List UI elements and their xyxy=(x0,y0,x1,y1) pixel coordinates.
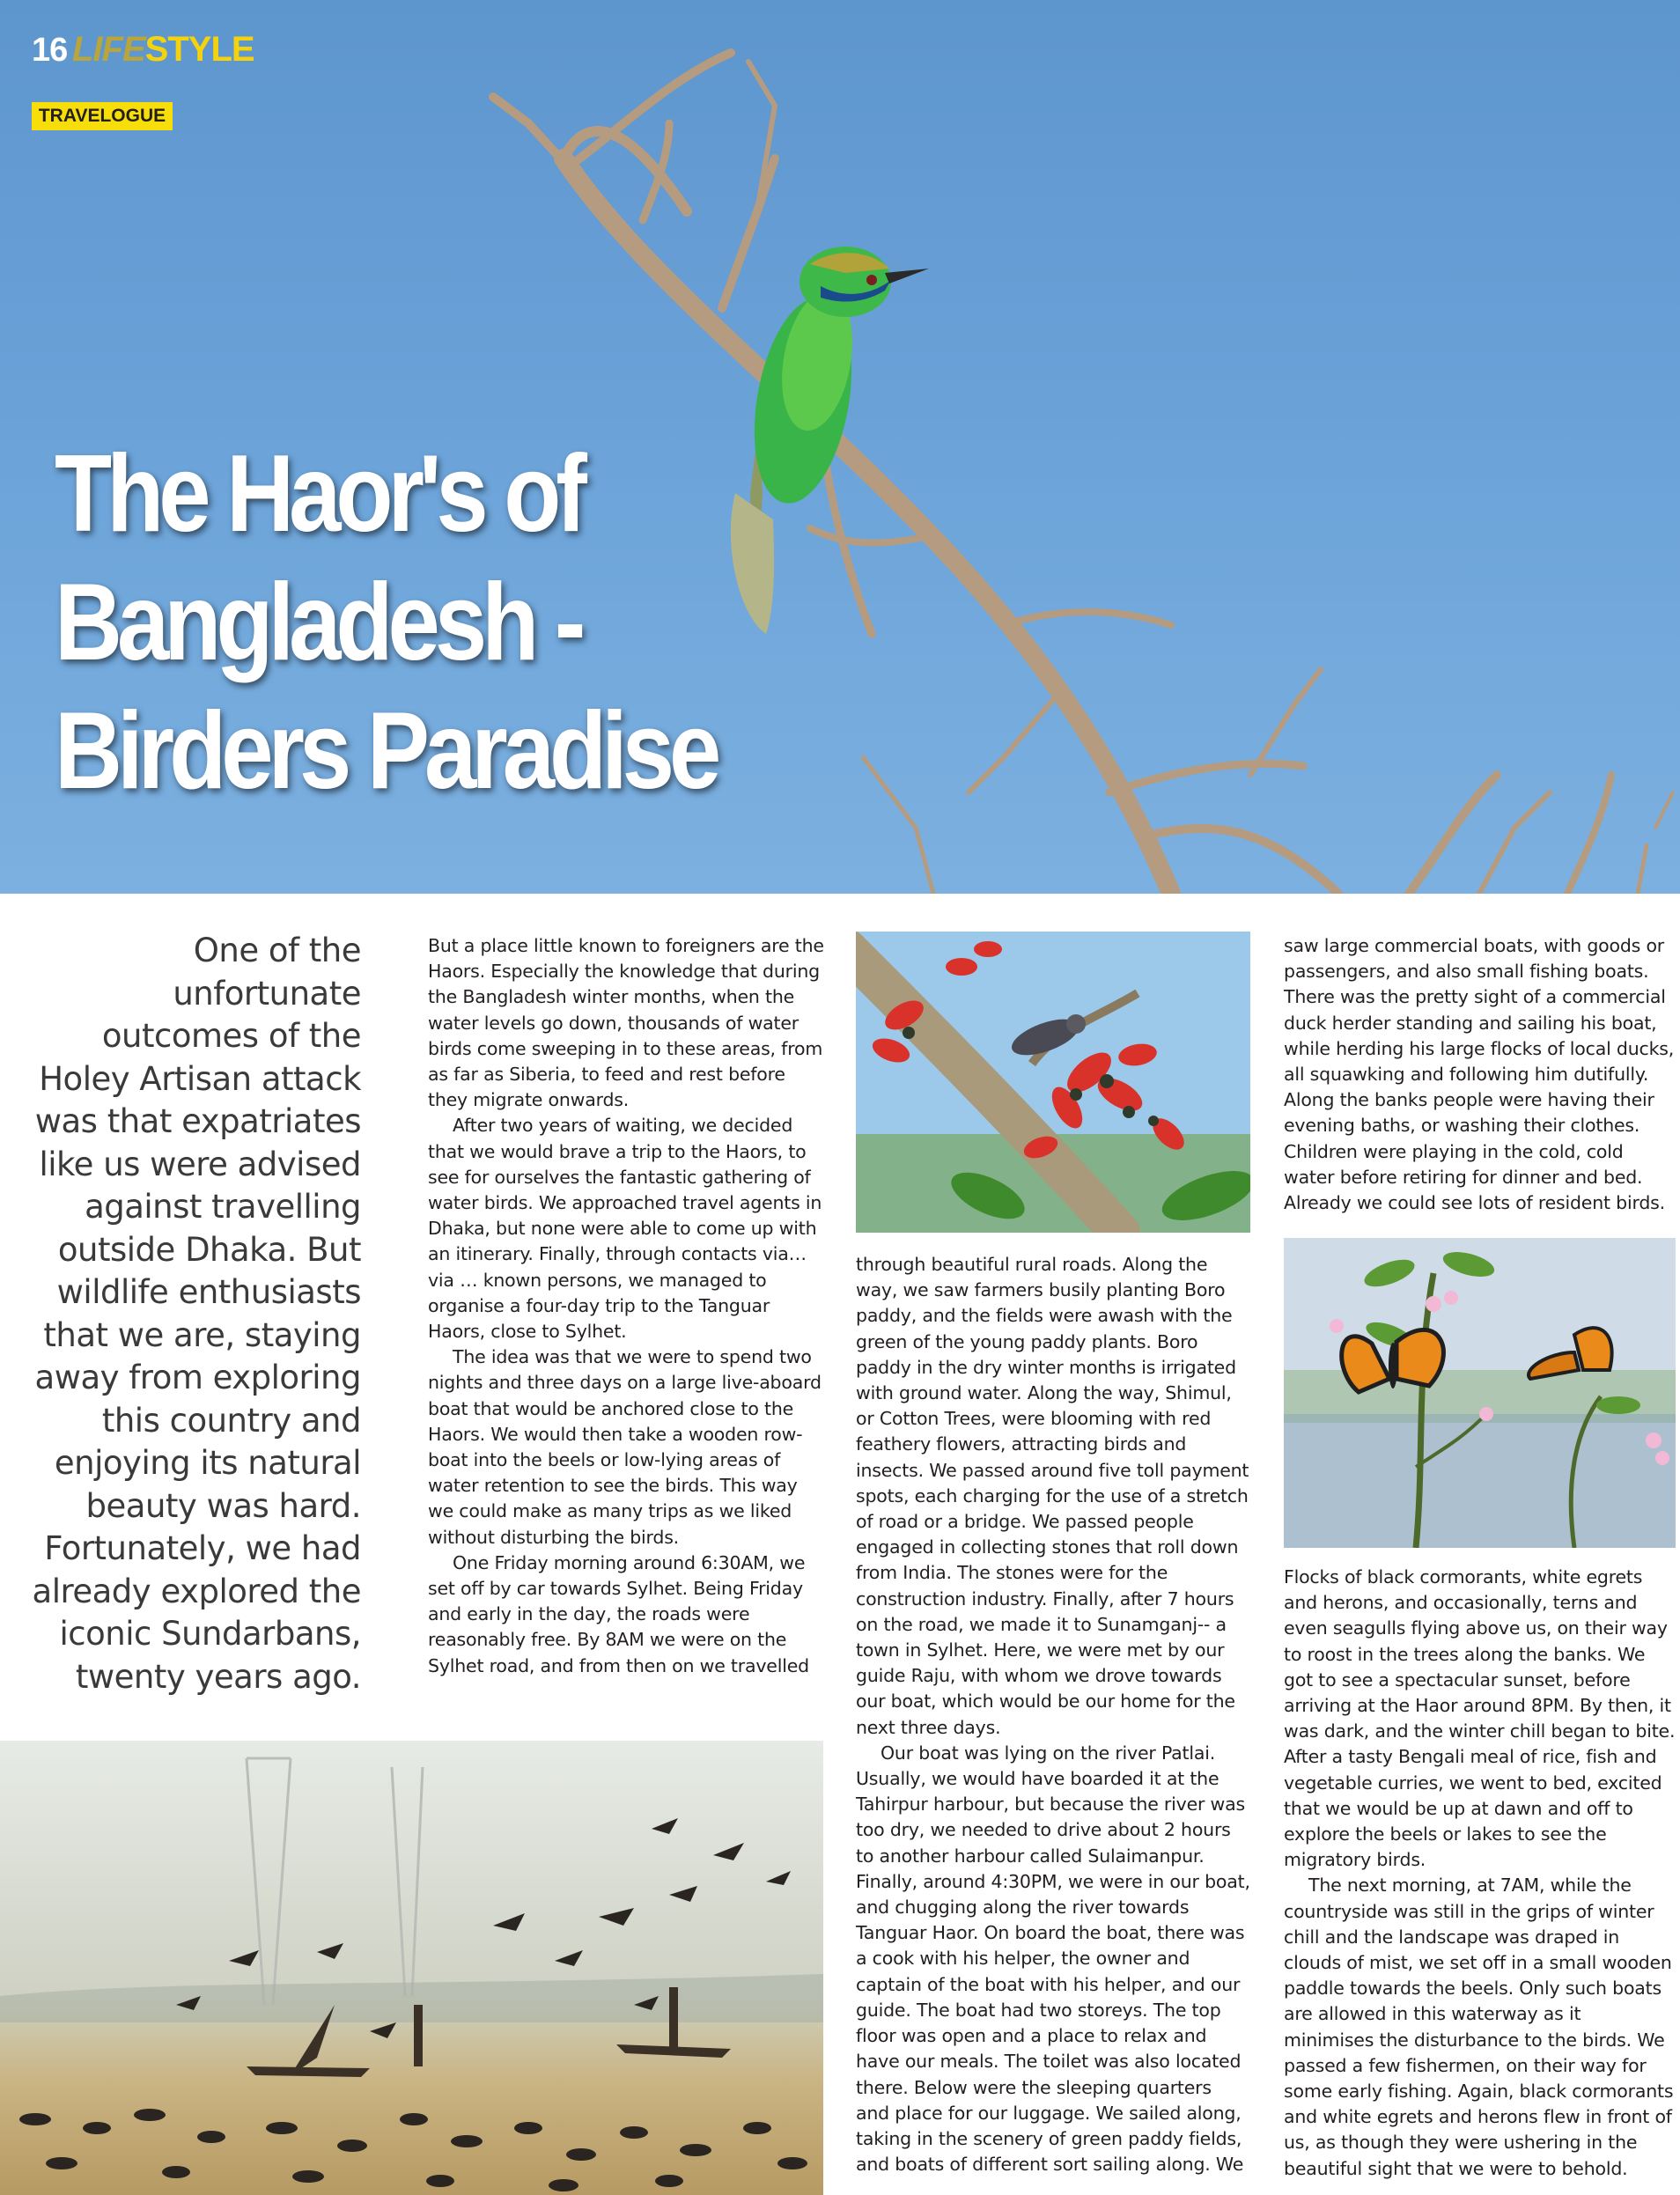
section-brand-logo xyxy=(72,30,254,70)
paragraph: But a place little known to foreigners are the Haors. Especially the knowledge that during the Bangladesh winter months, when the water levels go down, thousands of water birds come sweeping in to these areas, from as far as Siberia, to feed and rest before they migrate onwards. xyxy=(428,935,824,1111)
paragraph: The next morning, at 7AM, while the countryside was still in the grips of winter chill and the landscape was draped in clouds of mist, we set off in a small wooden paddle towards the beels. Only such boats are allowed in this waterway as it minimises the disturbance to the birds. We passed a few fishermen, on their way for some early fishing. Again, black cormorants and white egrets and herons flew in front of us, as though they were ushering in the beautiful sight that we were to behold. xyxy=(1284,1875,1674,2179)
page-number: 16 xyxy=(32,32,68,69)
paragraph: Flocks of black cormorants, white egrets and herons, and occasionally, terns and even seagulls flying above us, on their way to roost in the trees along the banks. We got to see a spectacular sunset, before arriving at the Haor around 8PM. By then, it was dark, and the winter chill began to bite. After a tasty Bengali meal of rice, fish and vegetable curries, we went to bed, excited that we would be up at dawn and off to explore the beels or lakes to see the migratory birds. xyxy=(1284,1566,1676,1871)
brand-part-style: STYLE xyxy=(144,30,254,69)
article-headline xyxy=(55,430,721,815)
headline-line-3: Birders Paradise xyxy=(55,690,717,812)
body-column-3 xyxy=(856,1252,1250,2177)
pull-quote-text: One of the unfortunate outcomes of the Holey Artisan attack was that expatriates like us were advised against travelling outside Dhaka. But wildlife enthusiasts that we are, staying away from exploring this country and enjoying its natural beauty was hard. Fortunately, we had already explored the iconic Sundarbans, twenty years ago. xyxy=(32,932,361,1696)
pull-quote xyxy=(9,930,361,1698)
body-column-4-top xyxy=(1284,933,1676,1216)
photo-shimul-flowers xyxy=(856,932,1250,1233)
paragraph: One Friday morning around 6:30AM, we set off by car towards Sylhet. Being Friday and early in the day, the roads were reasonably free. By 8AM we were on the Sylhet road, and from then on we travelled xyxy=(428,1551,809,1676)
paragraph: saw large commercial boats, with goods or passengers, and also small fishing boats. There was the pretty sight of a commercial duck herder standing and sailing his boat, while herding his large flocks of local ducks, all squawking and following him dutifully. Along the banks people were having their evening baths, or washing their clothes. Children were playing in the cold, cold water before retiring for dinner and bed. Already we could see lots of resident birds. xyxy=(1284,935,1675,1214)
section-tag-travelogue: TRAVELOGUE xyxy=(32,102,173,130)
brand-part-life: LIFE xyxy=(72,30,145,69)
headline-line-2: Bangladesh - xyxy=(55,562,581,683)
body-column-2 xyxy=(428,933,824,1679)
paragraph: After two years of waiting, we decided that we would brave a trip to the Haors, to see for ourselves the fantastic gathering of water birds. We approached travel agents in Dhaka, but none were able to come up with an itinerary. Finally, through contacts via… via … known persons, we managed to organise a four-day trip to the Tanguar Haors, close to Sylhet. xyxy=(428,1115,822,1343)
bee-eater-bird xyxy=(731,247,929,634)
paragraph: Our boat was lying on the river Patlai. Usually, we would have boarded it at the Tahirpur harbour, but because the river was too dry, we needed to drive about 2 hours to another harbour called Sulaimanpur. Finally, around 4:30PM, we were in our boat, and chugging along the river towards Tanguar Haor. On board the boat, there was a cook with his helper, the owner and captain of the boat with his helper, and our guide. The boat had two storeys. The top floor was open and a place to relax and have our meals. The toilet was also located there. Below were the sleeping quarters and place for our luggage. We sailed along, taking in the scenery of green paddy fields, and boats of different sort sailing along. We xyxy=(856,1742,1250,2176)
headline-line-1: The Haor's of xyxy=(55,433,582,555)
photo-butterflies xyxy=(1284,1238,1676,1548)
body-column-4-bottom xyxy=(1284,1565,1676,2182)
paragraph: through beautiful rural roads. Along the way, we saw farmers busily planting Boro paddy, and the fields were awash with the green of the young paddy plants. Boro paddy in the dry winter months is irrigated with ground water. Along the way, Shimul, or Cotton Trees, were blooming with red feathery flowers, attracting birds and insects. We passed around five toll payment spots, each charging for the use of a stretch of road or a bridge. We passed people engaged in collecting stones that roll down from India. The stones were for the construction industry. Finally, after 7 hours on the road, we made it to Sunamganj-- a town in Sylhet. Here, we were met by our guide Raju, with whom we drove towards our boat, which would be our home for the next three days. xyxy=(856,1254,1249,1738)
paragraph: The idea was that we were to spend two nights and three days on a large live-aboard boat that would be anchored close to the Haors. We would then take a wooden row-boat into the beels or low-lying areas of water retention to see the birds. This way we could make as many trips as we liked without disturbing the birds. xyxy=(428,1346,822,1548)
photo-cormorants-fishermen xyxy=(0,1741,823,2195)
